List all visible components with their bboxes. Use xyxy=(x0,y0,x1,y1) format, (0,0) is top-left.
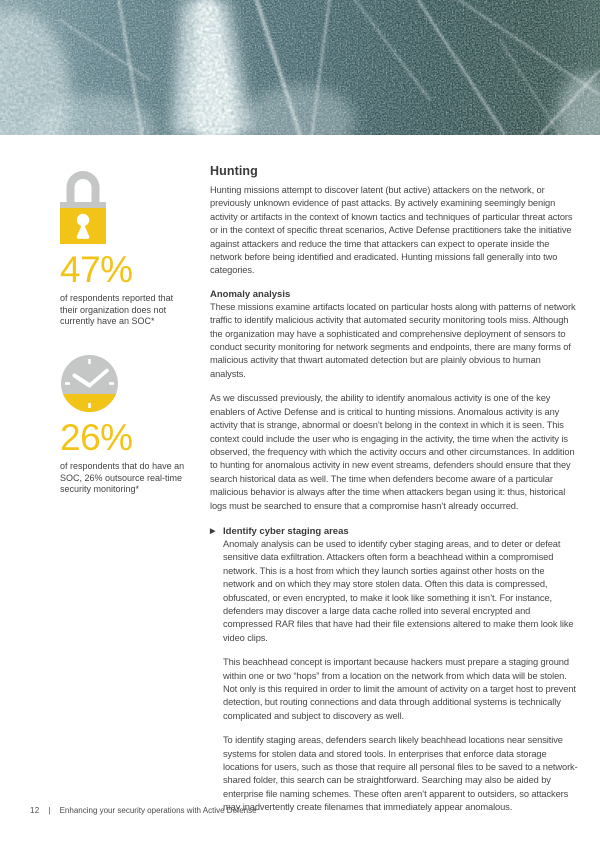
footer-doc-title: Enhancing your security operations with Active Defense xyxy=(59,806,257,815)
paragraph: To identify staging areas, defenders search likely beachhead locations near sensitive systems for stolen data and stored tools. In enterprises that enforce data storage locations for users, such as those that require all personal files to be saved to a network-shared folder, this search can be straightforward. Searching may also be aided by enterprise file naming schemes. These often aren’t apparent to outsiders, so attackers may inadvertently create filenames that immediately appear anomalous. xyxy=(223,735,578,813)
stat-caption: of respondents reported that their organization does not currently have an SOC* xyxy=(60,293,174,327)
paragraph: This beachhead concept is important because hackers must prepare a staging ground within one or two “hops” from a location on the network from which data will be stolen. Not only is this required in order to limit the amount of activity on a target host to prevent detection, but routing connections and data through additional systems is technically complicated and subject to discovery as well. xyxy=(223,657,576,721)
page-number: 12 xyxy=(30,806,40,815)
bullet-arrow-icon: ▶ xyxy=(210,528,216,536)
section-heading-anomaly-analysis: Anomaly analysis xyxy=(210,288,291,300)
footer-separator: | xyxy=(48,806,51,815)
article-body xyxy=(210,164,578,826)
subsection-staging-areas xyxy=(210,526,578,815)
ice-texture-photo xyxy=(0,0,600,135)
stat-caption: of respondents that do have an SOC, 26% outsource real-time security monitoring* xyxy=(60,461,185,495)
clock-icon xyxy=(61,355,192,417)
stat-value: 26% xyxy=(60,417,133,458)
paragraph: Anomaly analysis can be used to identify cyber staging areas, and to deter or defeat sensitive data exfiltration. Attackers often form a beachhead within a compromised network. This is a host from which they launch sorties against other hosts on the network and on which they may store stolen data. Often this data is compressed, obfuscated, or even encrypted, to make it look like something it isn’t. For instance, defenders may discover a large data cache rolled into several encrypted and compressed RAR files that have had their file extensions altered to make them look like video clips. xyxy=(223,538,574,643)
intro-paragraph: Hunting missions attempt to discover latent (but active) attackers on the network, or previously unknown evidence of past attacks. By actively examining seemingly benign activity or artifacts in the context of known tactics and techniques of particular threat actors or in the context of specific threat scenarios, Active Defense practitioners take the initiative against attackers and reduce the time that attackers can expect to operate inside the network before being identified and eradicated. Hunting missions fall generally into two categories. xyxy=(210,185,573,276)
page-footer xyxy=(30,806,257,815)
stat-outsource-monitoring xyxy=(60,355,192,496)
article-title: Hunting xyxy=(210,164,258,178)
stat-no-soc xyxy=(60,170,192,328)
subsection-heading-label: Identify cyber staging areas xyxy=(223,525,349,537)
paragraph: As we discussed previously, the ability to identify anomalous activity is one of the key enablers of Active Defense and is critical to hunting missions. Anomalous activity is any activity that is strange, abnormal or doesn’t belong in the context in which it is seen. This context could include the user who is engaging in the activity, the time when the activity is observed, the frequency with which the activity occurs and other circumstances. In addition to hunting for anomalous activity in new event streams, defenders should ensure that they search historical data as well. The time when defenders become aware of a particular malicious behavior is always after the time when attackers began using it: thus, historical logs must be searched to ensure that a compromise hasn’t already occurred. xyxy=(210,393,575,511)
subsection-heading xyxy=(210,525,578,537)
lock-icon xyxy=(60,170,192,249)
stat-value: 47% xyxy=(60,249,133,290)
paragraph: These missions examine artifacts located on particular hosts along with patterns of network traffic to identify malicious activity that automated security monitoring tools miss. Although the organization may have a sophisticated and comprehensive deployment of sensors to conduct security monitoring for network segments and endpoints, there are many forms of malicious activity that thwart automated detection but are plainly obvious to human analysts. xyxy=(210,301,576,379)
